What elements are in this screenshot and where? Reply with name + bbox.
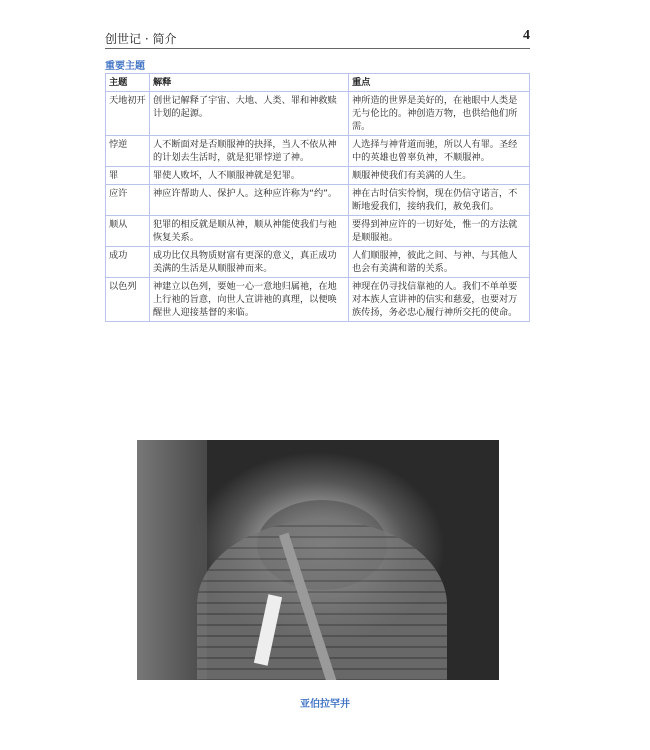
table-header-row bbox=[106, 74, 530, 92]
explanation-cell: 神建立以色列，要她一心一意地归属祂，在地上行祂的旨意，向世人宣讲祂的真理，以便唤醒世人迎接基督的来临。 bbox=[150, 278, 349, 322]
page-number: 4 bbox=[523, 28, 530, 43]
theme-cell: 应许 bbox=[106, 185, 150, 216]
explanation-cell: 人不断面对是否顺服神的抉择，当人不依从神的计划去生活时，就是犯罪悖逆了神。 bbox=[150, 136, 349, 167]
column-header: 重点 bbox=[349, 74, 530, 92]
importance-cell: 人们顺服神，彼此之间、与神、与其他人也会有美满和谐的关系。 bbox=[349, 247, 530, 278]
running-header bbox=[105, 30, 530, 49]
table-row bbox=[106, 136, 530, 167]
theme-cell: 成功 bbox=[106, 247, 150, 278]
importance-cell: 顺服神使我们有美满的人生。 bbox=[349, 167, 530, 185]
column-header: 解释 bbox=[150, 74, 349, 92]
importance-cell: 要得到神应许的一切好处，惟一的方法就是顺服祂。 bbox=[349, 216, 530, 247]
explanation-cell: 罪使人败坏，人不顺服神就是犯罪。 bbox=[150, 167, 349, 185]
importance-cell: 人选择与神背道而驰，所以人有罪。圣经中的英雄也曾辜负神，不顺服神。 bbox=[349, 136, 530, 167]
importance-cell: 神在古时信实怜悯，现在仍信守诺言，不断地爱我们，接纳我们，赦免我们。 bbox=[349, 185, 530, 216]
table-row bbox=[106, 185, 530, 216]
table-row bbox=[106, 278, 530, 322]
header-title: 创世记 · 简介 bbox=[105, 32, 177, 46]
table-row bbox=[106, 247, 530, 278]
photo-caption: 亚伯拉罕井 bbox=[300, 699, 350, 710]
theme-cell: 以色列 bbox=[106, 278, 150, 322]
table-row bbox=[106, 167, 530, 185]
themes-table bbox=[105, 73, 530, 322]
importance-cell: 神现在仍寻找信靠祂的人。我们不单单要对本族人宣讲神的信实和慈爱，也要对万族传扬，务必忠心履行神所交托的使命。 bbox=[349, 278, 530, 322]
explanation-cell: 创世记解释了宇宙、大地、人类、罪和神救赎计划的起源。 bbox=[150, 92, 349, 136]
well-photo bbox=[137, 440, 499, 680]
theme-cell: 天地初开 bbox=[106, 92, 150, 136]
importance-cell: 神所造的世界是美好的，在祂眼中人类是无与伦比的。神创造万物，也供给他们所需。 bbox=[349, 92, 530, 136]
explanation-cell: 神应许帮助人、保护人。这种应许称为“约”。 bbox=[150, 185, 349, 216]
section-title: 重要主题 bbox=[105, 61, 145, 72]
theme-cell: 罪 bbox=[106, 167, 150, 185]
table-row bbox=[106, 92, 530, 136]
theme-cell: 悖逆 bbox=[106, 136, 150, 167]
explanation-cell: 成功比仅具物质财富有更深的意义，真正成功美满的生活是从顺服神而来。 bbox=[150, 247, 349, 278]
table-row bbox=[106, 216, 530, 247]
explanation-cell: 犯罪的相反就是顺从神，顺从神能使我们与祂恢复关系。 bbox=[150, 216, 349, 247]
theme-cell: 顺从 bbox=[106, 216, 150, 247]
column-header: 主题 bbox=[106, 74, 150, 92]
